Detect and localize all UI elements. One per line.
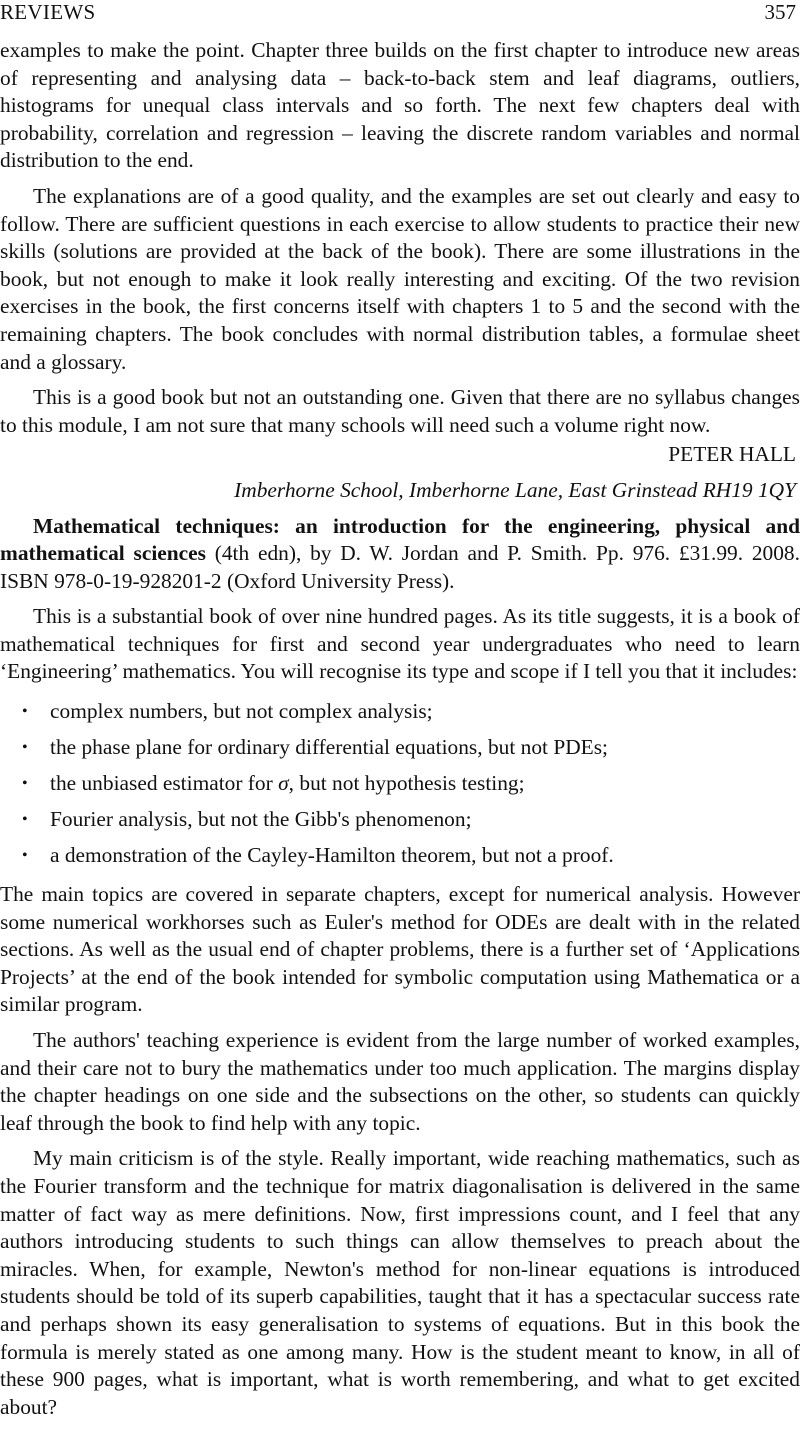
review-two-paragraph-authors: The authors' teaching experience is evident from the large number of worked examples, and their care not to bury the mathematics under too much application. The margins display the chapter headings on one side and the subsections on the other, so students can quickly leaf through the book to find help with any topic. xyxy=(0,1028,800,1135)
book-details: (4th edn), by D. W. Jordan and P. Smith. Pp. 976. £31.99. 2008. ISBN 978-0-19-928201-2 (Oxford University Press). xyxy=(0,541,800,593)
page-number: 357 xyxy=(764,0,796,24)
review-two-paragraph-topics: The main topics are covered in separate chapters, except for numerical analysis. However some numerical workhorses such as Euler's method for ODEs are dealt with in the related sections. As well as the usual end of chapter problems, there is a further set of ‘Applications Projects’ at the end of the book intended for symbolic computation using Mathematica or a similar program. xyxy=(0,882,800,1017)
reviewer-affiliation: Imberhorne School, Imberhorne Lane, East Grinstead RH19 1QY xyxy=(234,477,796,502)
list-item xyxy=(22,698,800,726)
review-one-paragraph-quality: The explanations are of a good quality, and the examples are set out clearly and easy to follow. There are sufficient questions in each exercise to allow students to practice their new skills (solutions are provided at the back of the book). There are some illustrations in the book, but not enough to make it look really interesting and exciting. Of the two revision exercises in the book, the first concerns itself with chapters 1 to 5 and the second with the remaining chapters. The book concludes with normal distribution tables, a formulae sheet and a glossary. xyxy=(0,183,800,374)
book-heading xyxy=(0,513,800,596)
list-item-text-tail: , but not hypothesis testing; xyxy=(288,771,525,796)
sigma-symbol: σ xyxy=(278,771,289,796)
running-head xyxy=(0,0,800,25)
book-title: Mathematical techniques: an introduction for the engineering, physical and mathematical sciences xyxy=(0,513,800,566)
list-item xyxy=(22,842,800,870)
article-body xyxy=(0,37,800,1429)
review-one-continuation: examples to make the point. Chapter three builds on the first chapter to introduce new areas of representing and analysing data – back-to-back stem and leaf diagrams, outliers, histograms for unequal class intervals and so forth. The next few chapters deal with probability, correlation and regression – leaving the discrete random variables and normal distribution to the end. xyxy=(0,38,800,173)
section-title: REVIEWS xyxy=(0,0,96,24)
review-two-intro: This is a substantial book of over nine hundred pages. As its title suggests, it is a book of mathematical techniques for first and second year undergraduates who need to learn ‘Engineering’ mathematics. You will recognise its type and scope if I tell you that it includes: xyxy=(0,604,800,684)
topics-list xyxy=(0,698,800,870)
list-item-text: complex numbers, but not complex analysis; xyxy=(50,699,433,724)
list-item xyxy=(22,806,800,834)
bullet-icon: • xyxy=(22,811,28,829)
bullet-icon: • xyxy=(22,703,28,721)
list-item-text: the unbiased estimator for xyxy=(50,771,279,796)
list-item xyxy=(22,734,800,762)
reviewer-name: PETER HALL xyxy=(668,442,796,467)
list-item xyxy=(22,770,800,798)
review-two-paragraph-criticism: My main criticism is of the style. Really important, wide reaching mathematics, such as the Fourier transform and the technique for matrix diagonalisation is delivered in the same matter of fact way as mere definitions. Now, first impressions count, and I feel that any authors introducing students to such things can allow themselves to preach about the miracles. When, for example, Newton's method for non-linear equations is introduced students should be told of its superb capabilities, taught that it has a spectacular success rate and perhaps shown its easy generalisation to systems of equations. But in this book the formula is merely stated as one among many. How is the student meant to know, in all of these 900 pages, what is important, what is worth remembering, and what to get excited about? xyxy=(0,1146,800,1419)
bullet-icon: • xyxy=(22,775,28,793)
review-one-paragraph-verdict: This is a good book but not an outstanding one. Given that there are no syllabus changes to this module, I am not sure that many schools will need such a volume right now. xyxy=(0,385,800,437)
list-item-text: Fourier analysis, but not the Gibb's phenomenon; xyxy=(50,807,472,832)
bullet-icon: • xyxy=(22,847,28,865)
list-item-text: a demonstration of the Cayley-Hamilton theorem, but not a proof. xyxy=(50,843,614,868)
bullet-icon: • xyxy=(22,739,28,757)
list-item-text: the phase plane for ordinary differential equations, but not PDEs; xyxy=(50,735,608,760)
